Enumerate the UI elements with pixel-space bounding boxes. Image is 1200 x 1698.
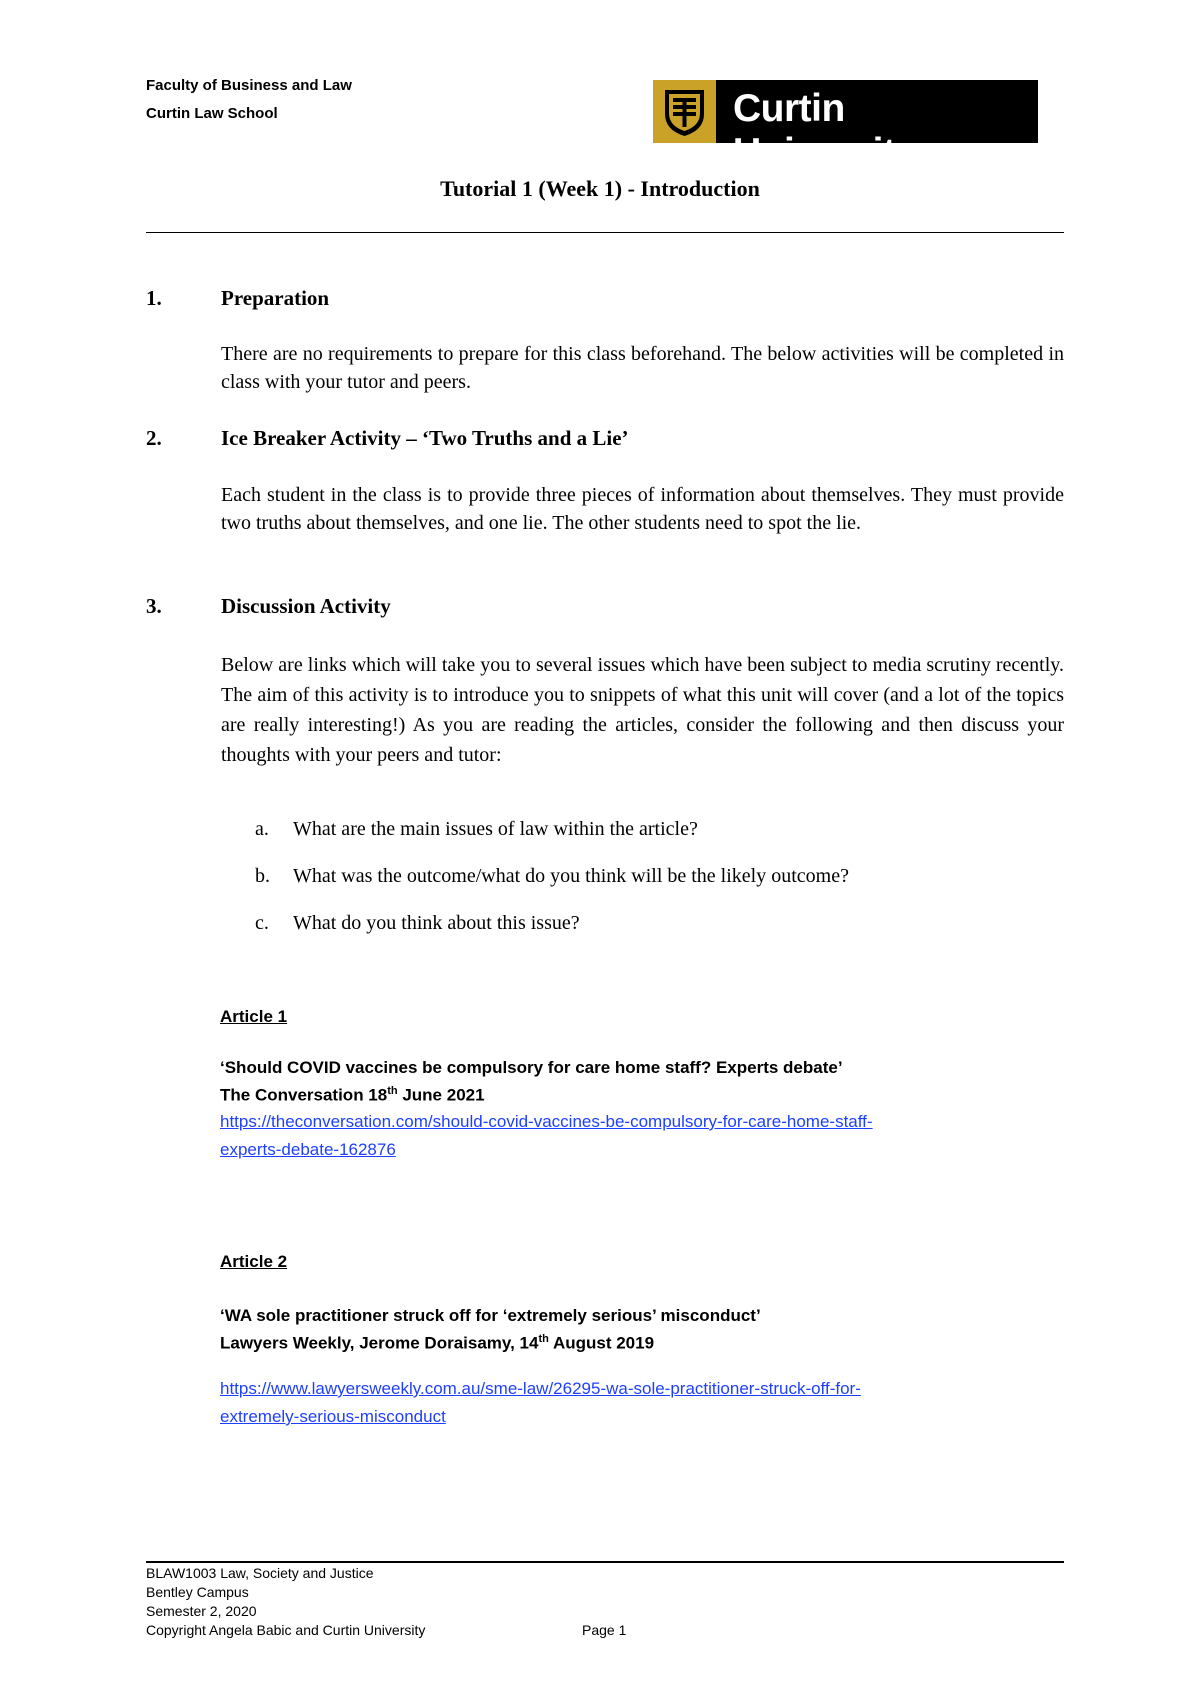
section-heading: Preparation [221, 286, 330, 310]
title-divider [146, 232, 1064, 233]
section-number: 2. [146, 426, 162, 450]
article-source [220, 1085, 485, 1106]
document-title: Tutorial 1 (Week 1) - Introduction [440, 176, 760, 201]
logo-text: Curtin University [733, 87, 917, 174]
article-label: Article 2 [220, 1252, 288, 1271]
article-source-text: The Conversation 18 [220, 1085, 388, 1105]
article-headline: ‘WA sole practitioner struck off for ‘extremely serious’ misconduct’ [220, 1306, 761, 1325]
school-name: Curtin Law School [146, 105, 278, 122]
section-body: Each student in the class is to provide three pieces of information about themselves. They must provide two truths about themselves, and one lie. The other students need to spot the lie. [221, 484, 1064, 534]
section-number: 1. [146, 286, 162, 310]
footer-campus: Bentley Campus [146, 1584, 249, 1600]
article-link[interactable] [220, 1375, 861, 1431]
faculty-name: Faculty of Business and Law [146, 77, 352, 94]
article-source [220, 1333, 654, 1354]
section-body: Below are links which will take you to several issues which have been subject to media scrutiny recently. The aim of this activity is to introduce you to snippets of what this unit will cover (and a lot of the topics are really interesting!) As you are reading the articles, consider the following and then discuss your thoughts with your peers and tutor: [221, 654, 1064, 766]
question-letter: a. [255, 818, 269, 840]
article-label: Article 1 [220, 1007, 288, 1026]
article-headline: ‘Should COVID vaccines be compulsory for care home staff? Experts debate’ [220, 1058, 843, 1077]
article-link[interactable] [220, 1108, 873, 1164]
article-source-text: August 2019 [548, 1333, 655, 1353]
article-link-line[interactable]: experts-debate-162876 [220, 1140, 396, 1159]
footer-page-number: Page 1 [582, 1622, 627, 1638]
footer-divider [146, 1561, 1064, 1563]
footer-unit: BLAW1003 Law, Society and Justice [146, 1565, 374, 1581]
question-letter: b. [255, 865, 270, 887]
section-number: 3. [146, 594, 162, 618]
question-text: What do you think about this issue? [293, 912, 580, 934]
article-source-sup: th [387, 1085, 398, 1097]
footer-copyright: Copyright Angela Babic and Curtin University [146, 1622, 426, 1638]
footer-semester: Semester 2, 2020 [146, 1603, 257, 1619]
curtin-logo [653, 80, 1038, 174]
question-letter: c. [255, 912, 269, 934]
question-text: What are the main issues of law within the article? [293, 818, 698, 840]
crest-icon [653, 80, 716, 143]
article-source-sup: th [538, 1333, 549, 1345]
section-body: There are no requirements to prepare for this class beforehand. The below activities will be completed in class with your tutor and peers. [221, 343, 1064, 393]
article-source-text: Lawyers Weekly, Jerome Doraisamy, 14 [220, 1333, 539, 1353]
section-heading: Discussion Activity [221, 594, 391, 618]
section-heading: Ice Breaker Activity – ‘Two Truths and a Lie’ [221, 426, 629, 450]
article-source-text: June 2021 [397, 1085, 485, 1105]
article-link-line[interactable]: https://www.lawyersweekly.com.au/sme-law/26295-wa-sole-practitioner-struck-off-for- [220, 1379, 861, 1398]
article-link-line[interactable]: https://theconversation.com/should-covid-vaccines-be-compulsory-for-care-home-staff- [220, 1112, 873, 1131]
question-text: What was the outcome/what do you think will be the likely outcome? [293, 865, 849, 887]
article-link-line[interactable]: extremely-serious-misconduct [220, 1407, 446, 1426]
